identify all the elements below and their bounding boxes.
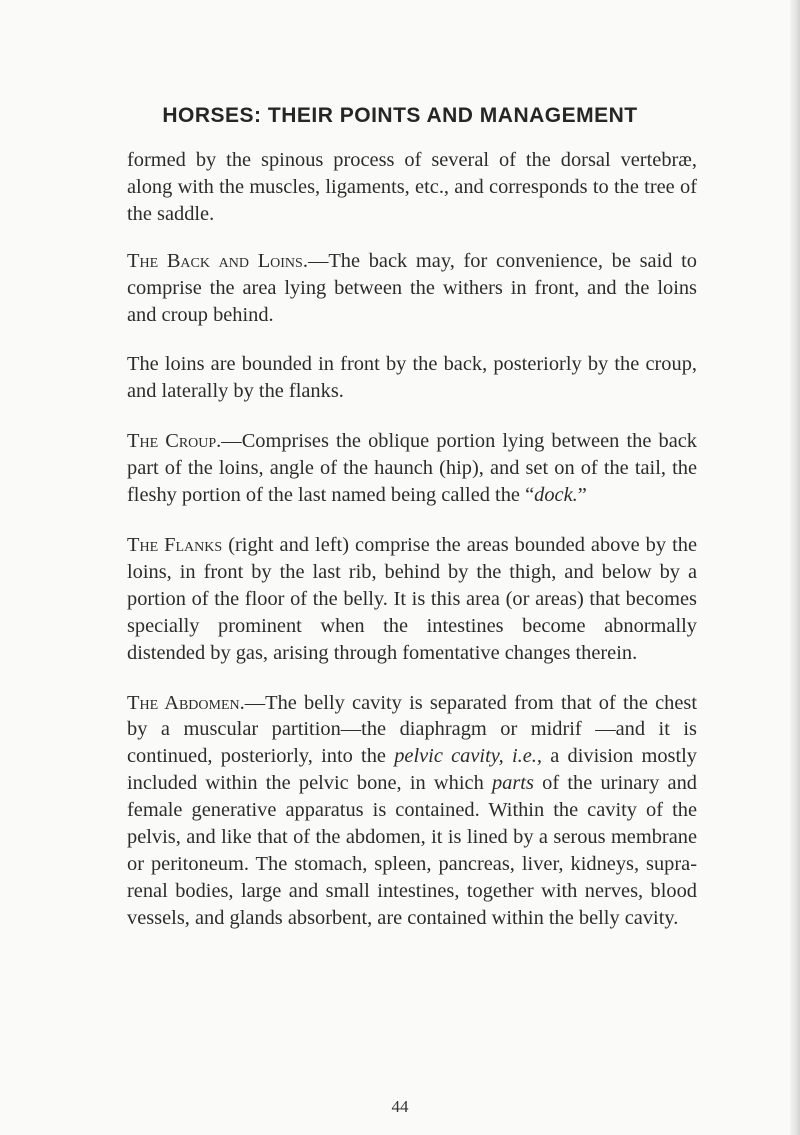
paragraph-text: of the urinary and female generative apparatus is contained. Within the cavity of the pelvis, and like that of the abdomen, it is lined by a serous membrane or peritoneum. The stomach, spleen, pancreas, liver, kidneys, supra-renal bodies, large and small intestines, together with nerves, blood vessels, and glands absorbent, are contained within the belly cavity. [127, 772, 697, 929]
page-edge-shadow [790, 0, 800, 1135]
italic-term-pelvic-cavity: pelvic cavity, i.e., [394, 745, 543, 768]
paragraph-back-and-loins [127, 248, 697, 329]
body-text [127, 147, 697, 955]
paragraph-abdomen [127, 690, 697, 932]
paragraph-text: —Comprises the oblique portion lying between the back part of the loins, angle of the haunch (hip), and set on of the tail, the fleshy portion of the last named being called the “ [127, 430, 698, 507]
paragraph-croup [127, 428, 697, 509]
section-heading-croup: The Croup. [127, 430, 222, 453]
paragraph-loins: The loins are bounded in front by the back, posteriorly by the croup, and laterally by the flanks. [127, 353, 697, 403]
paragraph-text: —The belly cavity is separated from that of the chest by a muscular partition—the diaphragm or midrif —and it is continued, posteriorly, into the [127, 691, 697, 768]
paragraph-text: a division mostly included within the pelvic bone, in which [127, 745, 697, 795]
page-number: 44 [391, 1097, 409, 1116]
running-head: HORSES: THEIR POINTS AND MANAGEMENT [162, 104, 638, 127]
paragraph-1: formed by the spinous process of several of the dorsal vertebræ, along with the muscles, ligaments, etc., and corresponds to the tree of the saddle. [127, 149, 697, 225]
paragraph-flanks [127, 532, 697, 667]
paragraph-text: —The back may, for convenience, be said to comprise the area lying between the withers in front, and the loins and croup behind. [127, 249, 698, 326]
italic-term-dock: dock. [534, 484, 578, 507]
closing-quote: ” [577, 484, 587, 507]
section-heading-abdomen: The Abdomen. [127, 691, 245, 714]
section-heading-back-and-loins: The Back and Loins. [127, 249, 308, 272]
paragraph-text: (right and left) comprise the areas bounded above by the loins, in front by the last rib, behind by the thigh, and below by a portion of the floor of the belly. It is this area (or areas) that becomes specially prominent when the intestines become abnormally distended by gas, arising through fomentative changes therein. [127, 533, 697, 664]
italic-term-parts: parts [491, 772, 534, 795]
section-heading-flanks: The Flanks [127, 533, 223, 556]
